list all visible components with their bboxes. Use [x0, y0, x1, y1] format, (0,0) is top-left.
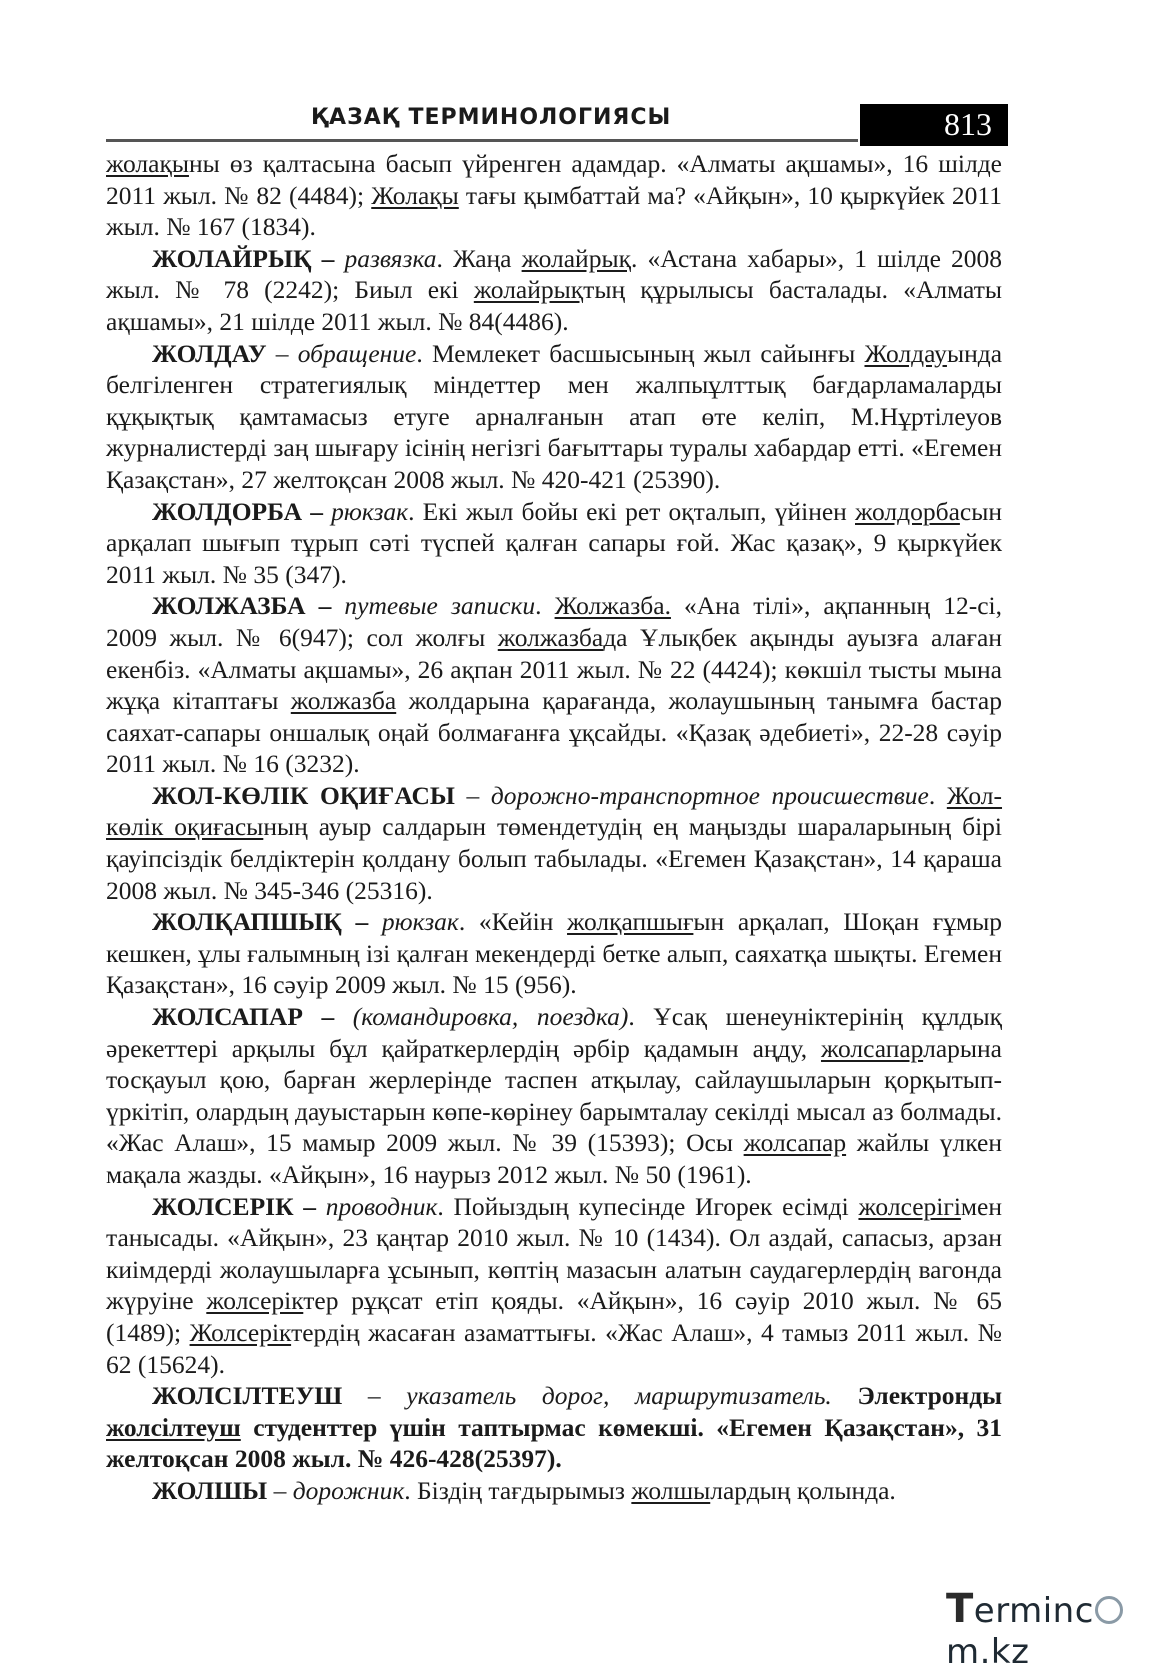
example-term: Жол-көлік оқиғасы [106, 780, 1003, 842]
translation: (командировка, поездка) [352, 1002, 629, 1032]
headword: ЖОЛШЫ [152, 1475, 268, 1505]
watermark-text-1: erminc [973, 1591, 1094, 1631]
dictionary-entry [106, 496, 1002, 591]
text-segment: лардың қолында. [710, 1475, 896, 1505]
example-term: жолшы [631, 1475, 711, 1505]
example-term: жолсілтеуш [106, 1412, 241, 1442]
dictionary-entry [106, 1001, 1002, 1191]
dictionary-entry [106, 1380, 1002, 1475]
header-rule [106, 139, 858, 142]
example-term: жолжазба [290, 686, 397, 716]
text-segment [316, 1192, 326, 1221]
headword: ЖОЛ-КӨЛІК ОҚИҒАСЫ [152, 780, 455, 810]
headword: ЖОЛСІЛТЕУШ [152, 1381, 343, 1411]
headword: ЖОЛДОРБА – [152, 496, 323, 526]
text-segment: – [342, 1381, 407, 1411]
text-segment: тер рұқсат етіп қояды. «Айқын», 16 сәуір 2010 жыл. № 65 (1489); [106, 1286, 1002, 1347]
text-segment: ын арқалап, Шоқан ғұмыр кешкен, ұлы ғалымның ізі қалған мекендерді бетке алып, саяхатқа шықты. Егемен Қазақстан», 16 сәуір 2009 жыл. № 15 (956). [106, 907, 1002, 1000]
example-term: Жолдау [864, 338, 947, 368]
text-segment: «Ана тілі», ақпанның 12-сі, 2009 жыл. № 6(947); сол жолғы [106, 591, 1003, 652]
text-segment: ны өз қалтасына басып үйренген адамдар. «Алматы ақшамы», 16 шілде 2011 жыл. № 82 (4484); [106, 149, 1002, 210]
text-segment: да Ұлықбек ақынды ауызға алаған екенбіз. «Алматы ақшамы», 26 ақпан 2011 жыл. № 22 (4424); көкшіл тысты мына жұқа кітаптағы [106, 622, 1002, 716]
text-segment [331, 591, 344, 620]
watermark-text-2: m.kz [946, 1632, 1030, 1672]
text-segment: . [928, 780, 947, 810]
example-term: жолсерік [206, 1286, 304, 1316]
translation: рюкзак [331, 496, 409, 526]
example-term: жолсапар [743, 1128, 847, 1158]
translation: рюкзак [381, 907, 459, 937]
dictionary-entry [106, 1191, 1002, 1381]
headword: ЖОЛСАПАР – [152, 1002, 335, 1032]
text-segment: . Жаңа [436, 243, 522, 273]
headword: ЖОЛСЕРІК – [152, 1191, 317, 1221]
dictionary-body [106, 148, 1002, 1507]
text-segment: . «Кейін [458, 907, 568, 937]
text-segment: . Біздің тағдырымыз [404, 1475, 632, 1505]
text-segment: тердің жасаған азаматтығы. «Жас Алаш», 4 тамыз 2011 жыл. № 62 (15624). [106, 1317, 1002, 1379]
dictionary-entry [106, 590, 1002, 780]
site-watermark [946, 1586, 1158, 1672]
text-segment: жайлы үлкен мақала жазды. «Айқын», 16 наурыз 2012 жыл. № 50 (1961). [106, 1128, 1003, 1189]
example-term: Жолақы [371, 180, 459, 210]
dictionary-entry [106, 780, 1002, 906]
text-segment [334, 1002, 353, 1031]
watermark-initial: T [946, 1586, 974, 1632]
text-segment: сын арқалап шығып тұрып сәті түспей қалған сапары ғой. Жас қазақ», 9 қыркүйек 2011 жыл. № 35 (347). [106, 496, 1002, 589]
page-number-box [860, 104, 1008, 146]
text-segment: – [454, 780, 491, 810]
example-term: жолайрық [473, 275, 584, 305]
page-header [106, 104, 1002, 146]
example-term: жолайрық [521, 243, 631, 273]
text-segment: – [267, 1475, 293, 1505]
text-segment: ларына тосқауыл қою, барған жерлерінде таспен атқылау, сайлаушыларын қорқытып-үркітіп, олардың дауыстарын көпе-көрінеу барымталау секілді мысал аз болмады. «Жас Алаш», 15 мамыр 2009 жыл. № 39 (15393); Осы [106, 1033, 1002, 1158]
translation: развязка [344, 243, 437, 273]
translation: указатель дорог, маршрутизатель. [406, 1381, 832, 1411]
text-segment: ның ауыр салдарын төмендетудің ең маңызды шараларының бірі қауіпсіздік белдіктерін қолдану болып табылады. «Егемен Қазақстан», 14 қараша 2008 жыл. № 345-346 (25316). [106, 812, 1002, 905]
text-segment: . «Астана хабары», 1 шілде 2008 жыл. № 78 (2242); Биыл екі [106, 243, 1003, 305]
headword: ЖОЛАЙРЫҚ – [152, 243, 345, 273]
text-segment [368, 907, 382, 936]
page-number: 813 [944, 106, 992, 142]
example-term: жолжазба [497, 622, 604, 652]
text-segment: . Пойыздың купесінде Игорек есімді [437, 1191, 859, 1221]
translation: дорожно-транспортное происшествие [490, 780, 929, 810]
text-segment: тағы қымбаттай ма? «Айқын», 10 қыркүйек 2011 жыл. № 167 (1834). [106, 180, 1002, 242]
text-segment: ында белгіленген стратегиялық міндеттер мен жалпыұлттық бағдарламаларды құқықтық қамтамасыз етуге арналғанын атап өте келіп, М.Нұртілеуов журналистерді заң шығару ісінің негізгі бағыттары туралы хабардар етті. «Егемен Қазақстан», 27 желтоқсан 2008 жыл. № 420-421 (25390). [106, 338, 1003, 494]
continued-text [106, 148, 1002, 243]
translation: обращение [297, 338, 417, 368]
translation: проводник [325, 1191, 438, 1221]
example-term: Жолжазба. [554, 591, 671, 621]
text-segment: жолдарына қарағанда, жолаушының танымға бастар саяхат-сапары оншалық оңай болмағанға ұқсайды. «Қазақ әдебиеті», 22-28 сәуір 2011 жыл. № 16 (3232). [106, 686, 1002, 779]
example-term: жолсерігі [858, 1191, 961, 1221]
text-segment: . Мемлекет басшысының жыл сайынғы [416, 338, 865, 368]
headword: ЖОЛЖАЗБА – [152, 591, 332, 621]
text-segment: . Ұсақ шенеуніктерінің құлдық әрекеттері арқылы бұл қайраткерлердің әрбір қадамын аңду, [106, 1002, 1002, 1063]
translation: дорожник [292, 1475, 405, 1505]
dictionary-entry [106, 906, 1002, 1001]
running-title: ҚАЗАҚ ТЕРМИНОЛОГИЯСЫ [311, 105, 672, 130]
example-term: жолдорба [855, 496, 960, 526]
dictionary-entry [106, 1475, 1002, 1507]
text-segment [323, 497, 331, 526]
headword: Электронды [831, 1381, 1003, 1411]
text-segment: . [535, 591, 555, 621]
dictionary-entry [106, 243, 1002, 338]
example-term: жолақы [106, 149, 189, 178]
example-term: жолсапар [820, 1033, 924, 1063]
example-term: жолқапшығ [567, 907, 694, 937]
watermark-o-icon [1095, 1596, 1123, 1624]
text-segment: – [266, 338, 298, 368]
text-segment: мен танысады. «Айқын», 23 қаңтар 2010 жыл. № 10 (1434). Ол аздай, сапасыз, арзан киімдерді жолаушыларға ұсынып, көптің мазасын алатын саудагерлердің вагонда жүруіне [106, 1191, 1003, 1316]
text-segment: . Екі жыл бойы екі рет оқталып, үйінен [408, 496, 855, 526]
translation: путевые записки [344, 591, 536, 621]
dictionary-entry [106, 338, 1002, 496]
text-segment: тың құрылысы басталады. «Алматы ақшамы», 21 шілде 2011 жыл. № 84(4486). [106, 275, 1002, 336]
headword: ЖОЛҚАПШЫҚ – [152, 907, 369, 937]
headword: ЖОЛДАУ [152, 338, 267, 368]
example-term: Жолсерік [189, 1317, 292, 1347]
headword: студенттер үшін таптырмас көмекші. «Егемен Қазақстан», 31 желтоқсан 2008 жыл. № 426-428(25397). [106, 1412, 1002, 1474]
